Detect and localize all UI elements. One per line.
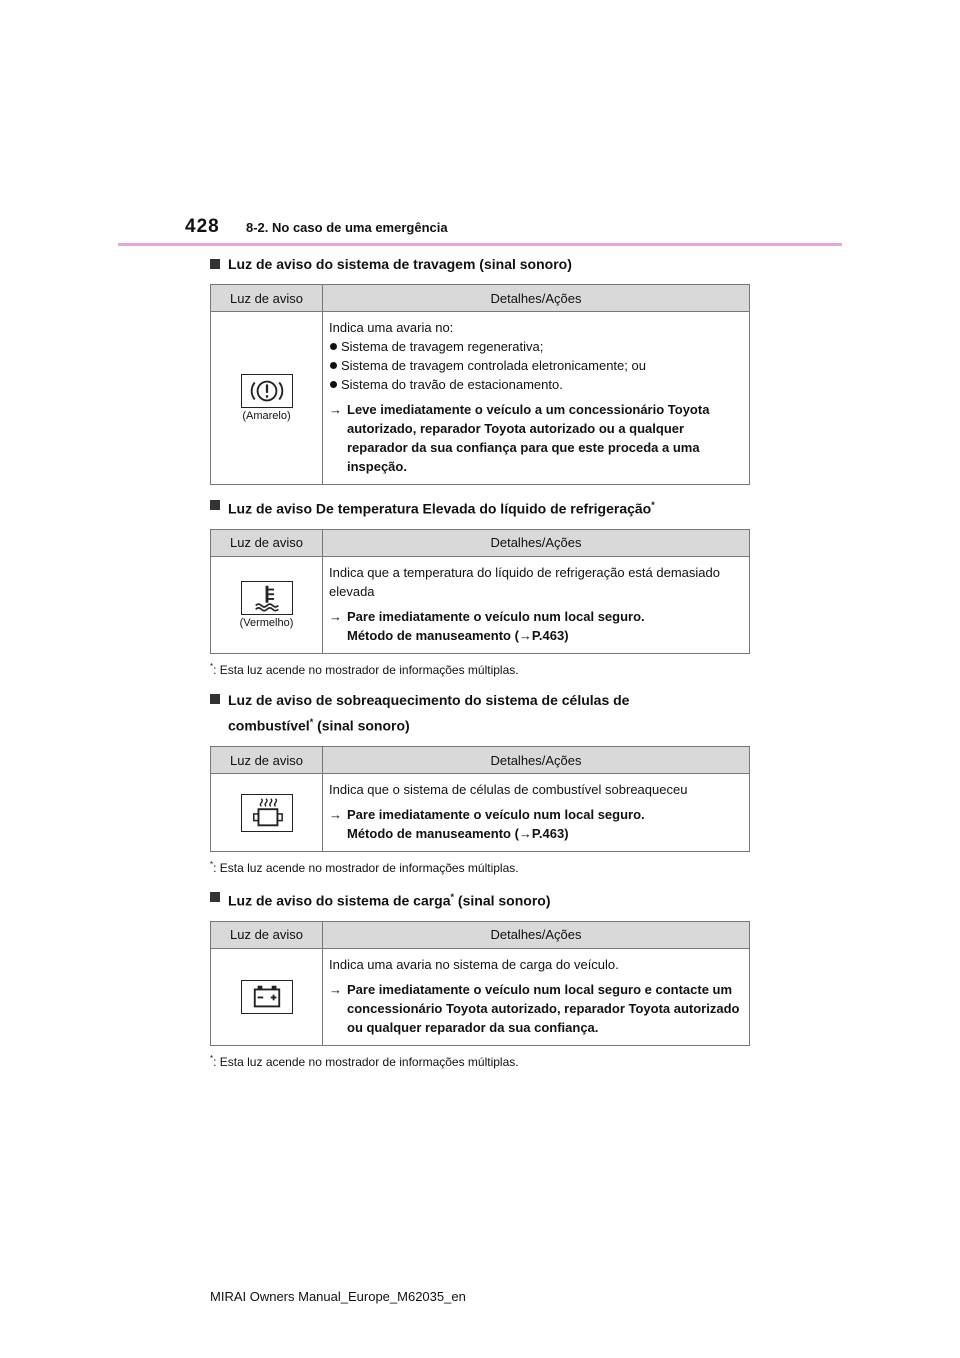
battery-charge-icon	[241, 980, 293, 1014]
arrow-icon: →	[329, 981, 342, 997]
coolant-temperature-icon	[241, 581, 293, 615]
col-header-light: Luz de aviso	[211, 921, 323, 948]
action-text: → Leve imediatamente o veículo a um concessionário Toyota autorizado, reparador Toyota autorizado ou a qualquer reparador da sua confiança para que este proceda a uma inspeção.	[329, 402, 710, 474]
heading-brake-warning: Luz de aviso do sistema de travagem (sinal sonoro)	[210, 254, 750, 274]
square-bullet-icon	[210, 500, 220, 510]
footer-manual-id: MIRAI Owners Manual_Europe_M62035_en	[210, 1289, 466, 1304]
arrow-icon: →	[329, 608, 342, 624]
col-header-light: Luz de aviso	[211, 285, 323, 312]
action-text: → Pare imediatamente o veículo num local seguro. Método de manuseamento (→P.463)	[329, 807, 645, 842]
details-cell: Indica uma avaria no sistema de carga do veículo. → Pare imediatamente o veículo num local seguro e contacte um concessionário Toyota autorizado, reparador Toyota autorizado ou qualquer reparador da sua confiança.	[323, 948, 750, 1045]
col-header-details: Detalhes/Ações	[323, 747, 750, 774]
table-coolant-temperature	[210, 529, 750, 654]
list-item: Sistema de travagem regenerativa;	[329, 337, 741, 356]
table-fuel-cell-overheat	[210, 746, 750, 852]
header-rule	[118, 243, 842, 246]
col-header-details: Detalhes/Ações	[323, 529, 750, 556]
details-cell: Indica que o sistema de células de combustível sobreaqueceu → Pare imediatamente o veículo num local seguro. Método de manuseamento (→P.463)	[323, 774, 750, 852]
list-item: Sistema de travagem controlada eletronicamente; ou	[329, 356, 741, 375]
details-cell: Indica que a temperatura do líquido de refrigeração está demasiado elevada → Pare imediatamente o veículo num local seguro. Método de manuseamento (→P.463)	[323, 556, 750, 653]
icon-caption: (Amarelo)	[242, 410, 291, 422]
square-bullet-icon	[210, 259, 220, 269]
col-header-light: Luz de aviso	[211, 747, 323, 774]
details-cell: Indica uma avaria no: Sistema de travagem regenerativa; Sistema de travagem controlada eletronicamente; ou Sistema do travão de estacionamento. → Leve imediatamente o veículo a um concessionário Toyota autorizado, reparador Toyota autorizado ou a qualquer reparador da sua confiança para que este proceda a uma inspeção.	[323, 312, 750, 485]
action-text: → Pare imediatamente o veículo num local seguro e contacte um concessionário Toyota autorizado, reparador Toyota autorizado ou qualquer reparador da sua confiança.	[329, 981, 740, 1035]
square-bullet-icon	[210, 694, 220, 704]
table-charging-system	[210, 921, 750, 1046]
arrow-icon: →	[329, 402, 342, 417]
col-header-details: Detalhes/Ações	[323, 921, 750, 948]
heading-fuel-cell-overheat: Luz de aviso de sobreaquecimento do sistema de células de combustível* (sinal sonoro)	[210, 689, 750, 737]
square-bullet-icon	[210, 892, 220, 902]
list-item: Sistema do travão de estacionamento.	[329, 375, 741, 394]
heading-charging-system: Luz de aviso do sistema de carga* (sinal sonoro)	[210, 887, 750, 911]
footnote: *: Esta luz acende no mostrador de informações múltiplas.	[210, 661, 519, 677]
page-number: 428	[185, 216, 220, 237]
action-text: → Pare imediatamente o veículo num local seguro. Método de manuseamento (→P.463)	[329, 608, 645, 643]
arrow-icon: →	[329, 807, 342, 823]
brake-warning-icon	[241, 374, 293, 408]
col-header-details: Detalhes/Ações	[323, 285, 750, 312]
heading-coolant-temperature: Luz de aviso De temperatura Elevada do líquido de refrigeração*	[210, 495, 750, 519]
col-header-light: Luz de aviso	[211, 529, 323, 556]
fuel-cell-overheat-icon	[241, 794, 293, 832]
section-title: 8-2. No caso de uma emergência	[246, 220, 448, 235]
footnote: *: Esta luz acende no mostrador de informações múltiplas.	[210, 860, 519, 876]
footnote: *: Esta luz acende no mostrador de informações múltiplas.	[210, 1053, 519, 1069]
table-brake-warning	[210, 284, 750, 485]
content	[210, 254, 750, 1069]
icon-caption: (Vermelho)	[239, 616, 294, 629]
